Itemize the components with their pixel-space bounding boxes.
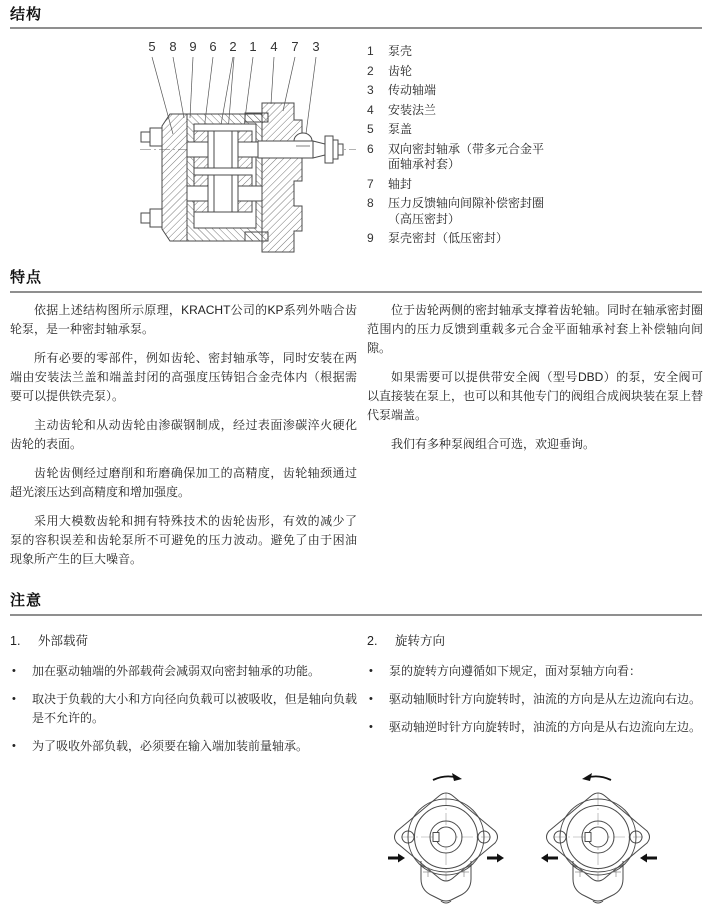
legend-item-number: 5 bbox=[367, 122, 374, 136]
diagram-callout-number: 8 bbox=[169, 39, 177, 54]
legend-item-number: 7 bbox=[367, 176, 374, 191]
legend-item-number: 2 bbox=[367, 63, 374, 78]
paragraph: 位于齿轮两侧的密封轴承支撑着齿轮轴。同时在轴承密封圈范围内的压力反馈到重载多元合金平面轴承衬套上补偿轴向间隙。 bbox=[367, 303, 704, 355]
paragraph: 所有必要的零部件，例如齿轮、密封轴承等，同时安装在两端由安装法兰盖和端盖封闭的高强度压铸铝合金壳体内（根据需要可以提供铁壳泵）。 bbox=[10, 351, 357, 403]
note-heading-number: 1. bbox=[10, 634, 21, 648]
note-bullet bbox=[367, 662, 705, 681]
note-heading-rotation-direction bbox=[367, 632, 705, 651]
bullet-icon: • bbox=[369, 721, 373, 733]
diagram-callout-number: 3 bbox=[312, 39, 320, 54]
legend-item-label: 压力反馈轴向间隙补偿密封圈（高压密封） bbox=[388, 196, 545, 226]
note-heading-text: 旋转方向 bbox=[395, 634, 446, 648]
note-bullet bbox=[10, 662, 357, 681]
note-bullet bbox=[10, 690, 357, 728]
note-heading-external-load bbox=[10, 632, 357, 651]
bullet-text: 泵的旋转方向遵循如下规定，面对泵轴方向看： bbox=[389, 664, 642, 678]
legend-item-label: 齿轮 bbox=[388, 63, 413, 78]
legend-item-label: 安装法兰 bbox=[388, 102, 437, 117]
paragraph: 依据上述结构图所示原理，KRACHT公司的KP系列外啮合齿轮泵，是一种密封轴承泵。 bbox=[10, 303, 357, 336]
pump-front-view-counterclockwise bbox=[539, 771, 659, 905]
paragraph: 齿轮齿侧经过磨削和珩磨确保加工的高精度，齿轮轴颈通过超光滚压达到高精度和增加强度。 bbox=[10, 466, 357, 499]
legend-item-label: 泵壳密封（低压密封） bbox=[388, 231, 509, 245]
legend-item-number: 4 bbox=[367, 102, 374, 117]
diagram-callout-number: 2 bbox=[229, 39, 237, 54]
section-rule bbox=[10, 614, 702, 616]
note-bullet bbox=[367, 690, 705, 709]
legend-item bbox=[367, 142, 567, 173]
bullet-icon: • bbox=[12, 665, 16, 677]
bullet-text: 驱动轴逆时针方向旋转时，油流的方向是从右边流向左边。 bbox=[389, 720, 702, 734]
paragraph: 采用大模数齿轮和拥有特殊技术的齿轮齿形，有效的减少了泵的容积误差和齿轮泵所不可避免的压力波动。避免了由于困油现象所产生的巨大噪音。 bbox=[10, 514, 357, 566]
legend-item-label: 轴封 bbox=[388, 176, 413, 191]
legend-item-number: 6 bbox=[367, 141, 374, 156]
diagram-callout-number: 7 bbox=[291, 39, 299, 54]
parts-legend bbox=[367, 44, 567, 251]
diagram-callout-number: 1 bbox=[249, 39, 257, 54]
notes-left-column bbox=[10, 632, 357, 765]
legend-item-number: 1 bbox=[367, 44, 374, 58]
legend-item-label: 双向密封轴承（带多元合金平面轴承衬套） bbox=[388, 141, 545, 171]
pump-front-view-clockwise bbox=[387, 771, 507, 905]
features-left-column bbox=[10, 301, 357, 579]
clockwise-arrow-icon bbox=[433, 773, 462, 781]
section-title-structure: 结构 bbox=[10, 6, 43, 23]
note-bullet bbox=[367, 718, 705, 737]
section-title-features: 特点 bbox=[10, 269, 43, 286]
legend-item-number: 3 bbox=[367, 83, 374, 97]
notes-right-column bbox=[367, 632, 705, 746]
legend-item-number: 8 bbox=[367, 196, 374, 210]
note-heading-text: 外部载荷 bbox=[38, 634, 89, 648]
legend-item-label: 泵盖 bbox=[388, 122, 413, 136]
bullet-icon: • bbox=[369, 665, 373, 677]
features-right-column bbox=[367, 301, 703, 464]
bullet-icon: • bbox=[369, 693, 373, 705]
bullet-text: 为了吸收外部负载，必须要在输入端加装前量轴承。 bbox=[32, 739, 309, 753]
bullet-icon: • bbox=[12, 693, 16, 705]
pump-cross-section-diagram bbox=[110, 56, 360, 268]
section-rule bbox=[10, 291, 702, 293]
diagram-callout-number: 5 bbox=[148, 39, 156, 54]
flow-direction-arrows-left bbox=[541, 854, 657, 863]
section-rule bbox=[10, 27, 702, 29]
bullet-icon: • bbox=[12, 740, 16, 752]
bullet-text: 驱动轴顺时针方向旋转时，油流的方向是从左边流向右边。 bbox=[389, 692, 702, 706]
note-heading-number: 2. bbox=[367, 634, 378, 648]
legend-item bbox=[367, 44, 567, 60]
legend-item-label: 泵壳 bbox=[388, 44, 413, 58]
legend-item bbox=[367, 231, 567, 247]
legend-item bbox=[367, 196, 567, 227]
counterclockwise-arrow-icon bbox=[582, 773, 611, 781]
bullet-text: 取决于负载的大小和方向径向负载可以被吸收，但是轴向负载是不允许的。 bbox=[32, 692, 357, 725]
note-bullet bbox=[10, 737, 357, 756]
legend-item-number: 9 bbox=[367, 231, 374, 245]
paragraph: 主动齿轮和从动齿轮由渗碳钢制成，经过表面渗碳淬火硬化齿轮的表面。 bbox=[10, 418, 357, 451]
paragraph: 如果需要可以提供带安全阀（型号DBD）的泵，安全阀可以直接装在泵上，也可以和其他专门的阀组合成阀块装在泵上替代泵端盖。 bbox=[367, 370, 704, 422]
legend-item bbox=[367, 83, 567, 99]
diagram-callout-number: 4 bbox=[270, 39, 278, 54]
section-title-notes: 注意 bbox=[10, 592, 43, 609]
bullet-text: 加在驱动轴端的外部载荷会减弱双向密封轴承的功能。 bbox=[32, 664, 321, 678]
diagram-callout-number: 9 bbox=[189, 39, 197, 54]
diagram-callout-number: 6 bbox=[209, 39, 217, 54]
legend-item bbox=[367, 177, 567, 193]
legend-item-label: 传动轴端 bbox=[388, 83, 437, 97]
legend-item bbox=[367, 122, 567, 138]
legend-item bbox=[367, 64, 567, 80]
legend-item bbox=[367, 103, 567, 119]
paragraph: 我们有多种泵阀组合可选，欢迎垂询。 bbox=[391, 437, 596, 451]
